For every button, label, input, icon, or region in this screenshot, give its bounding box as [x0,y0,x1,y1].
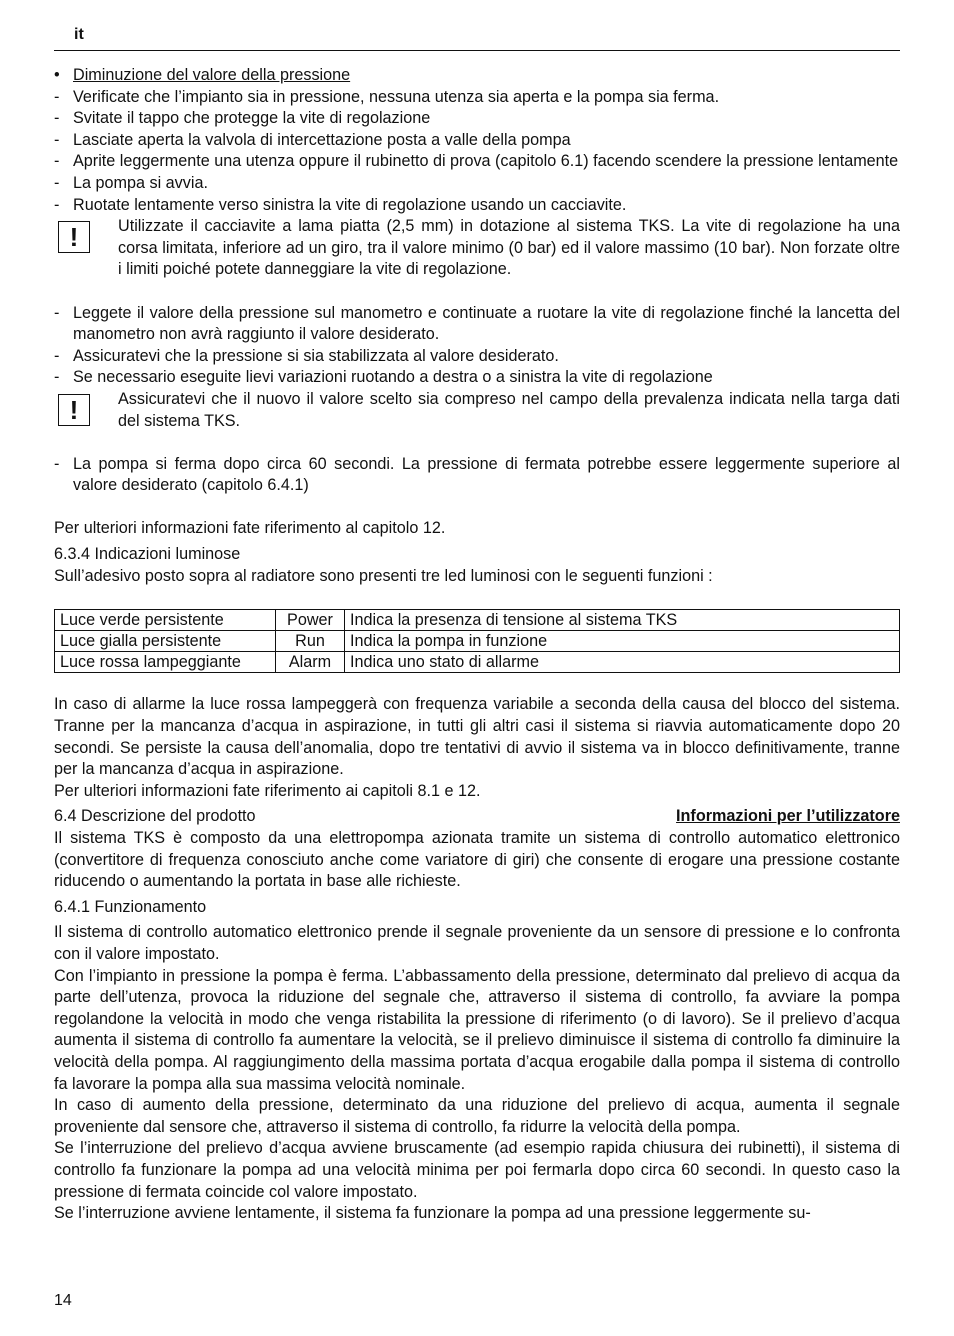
step: - Se necessario eseguite lievi variazioni ruotando a destra o a sinistra la vite di regolazione [54,368,713,387]
paragraph: Se l’interruzione del prelievo d’acqua avviene bruscamente (ad esempio rapida chiusura dei rubinetti), il sistema di controllo fa funzionare la pompa ad una velocità minima per poi fermarla dopo circa 60 secondi. In questo caso la pressione di fermata coincide col valore impostato. [54,1139,900,1201]
warning-text: Utilizzate il cacciavite a lama piatta (2,5 mm) in dotazione al sistema TKS. La vite di regolazione ha una corsa limitata, inferiore ad un giro, tra il valore minimo (0 bar) ed il valore massimo (10 bar). Non forzate oltre i limiti poiché potete danneggiare la vite di regolazione. [118,217,900,279]
step: - La pompa si avvia. [54,173,208,192]
exclamation-icon: ! [58,221,90,253]
step: - Lasciate aperta la valvola di intercettazione posta a valle della pompa [54,130,571,149]
paragraph: In caso di aumento della pressione, determinato da una riduzione del prelievo di acqua, aumenta il segnale proveniente dal sensore che, attraverso il sistema di controllo, fa ridurre la velocità della pompa. [54,1096,900,1136]
table-cell: Indica la presenza di tensione al sistema TKS [345,609,900,630]
table-row [55,630,900,651]
led-table [54,609,900,673]
table-cell: Alarm [276,651,345,672]
section-title: 6.4.1 Funzionamento [54,897,207,916]
section-intro: Sull’adesivo posto sopra al radiatore sono presenti tre led luminosi con le seguenti funzioni : [54,566,713,585]
table-cell: Power [276,609,345,630]
warning-note [54,389,900,432]
content [54,65,900,1225]
table-cell: Luce rossa lampeggiante [55,651,276,672]
section-text: Il sistema TKS è composto da una elettropompa azionata tramite un sistema di controllo automatico elettronico (convertitore di frequenza conosciuto anche come variatore di giri) che consente di erogare una pressione costante riducendo o aumentando la portata in base alle richieste. [54,829,900,891]
header-rule [54,50,900,51]
step: - La pompa si ferma dopo circa 60 secondi. La pressione di fermata potrebbe essere leggermente superiore al valore desiderato (capitolo 6.4.1) [54,454,900,495]
step: - Svitate il tappo che protegge la vite di regolazione [54,109,431,128]
paragraph: Se l’interruzione avviene lentamente, il sistema fa funzionare la pompa ad una pressione leggermente su- [54,1204,811,1223]
step: - Ruotate lentamente verso sinistra la vite di regolazione usando un cacciavite. [54,195,627,214]
step: - Verificate che l’impianto sia in pressione, nessuna utenza sia aperta e la pompa sia ferma. [54,87,720,106]
table-cell: Run [276,630,345,651]
step: - Leggete il valore della pressione sul manometro e continuate a ruotare la vite di regolazione finché la lancetta del manometro non avrà raggiunto il valore desiderato. [54,303,900,344]
more-info: Per ulteriori informazioni fate riferimento ai capitoli 8.1 e 12. [54,781,481,800]
step: - Assicuratevi che la pressione si sia stabilizzata al valore desiderato. [54,346,559,365]
warning-text: Assicuratevi che il nuovo il valore scelto sia compreso nel campo della prevalenza indicata nella targa dati del sistema TKS. [118,389,900,430]
table-row [55,651,900,672]
language-tag: it [74,26,84,43]
exclamation-icon: ! [58,394,90,426]
bullet-item [54,65,900,87]
section-header [54,806,900,828]
table-cell: Indica la pompa in funzione [345,630,900,651]
table-row [55,609,900,630]
table-cell: Luce verde persistente [55,609,276,630]
table-cell: Indica uno stato di allarme [345,651,900,672]
paragraph: Il sistema di controllo automatico elettronico prende il segnale proveniente da un sensore di pressione e lo confronta con il valore impostato. [54,923,900,963]
paragraph: Con l’impianto in pressione la pompa è ferma. L’abbassamento della pressione, determinato dal prelievo di acqua da parte dell’utenza, provoca la riduzione del segnale che, attraverso il sistema di controllo, fa avviare la pompa regolandone la velocità in modo che venga ristabilita la pressione di riferimento (o di lavoro). Se il prelievo d’acqua aumenta il sistema di controllo fa aumentare la velocità, se il prelievo diminuisce il sistema di controllo fa diminuire la velocità della pompa. Al raggiungimento della massima portata d’acqua erogabile dalla pompa il sistema di controllo fa lavorare la pompa alla sua massima velocità nominale. [54,966,900,1093]
section-title: 6.3.4 Indicazioni luminose [54,545,241,564]
bullet-heading: Diminuzione del valore della pressione [73,66,351,84]
section-title: 6.4 Descrizione del prodotto [54,807,256,826]
page-number: 14 [54,1292,72,1309]
warning-note [54,216,900,281]
section-right-title: Informazioni per l’utilizzatore [676,807,900,826]
table-cell: Luce gialla persistente [55,630,276,651]
step: - Aprite leggermente una utenza oppure il rubinetto di prova (capitolo 6.1) facendo scendere la pressione lentamente [54,152,899,171]
bullet-icon: • [54,66,60,84]
more-info: Per ulteriori informazioni fate riferimento al capitolo 12. [54,519,446,538]
alarm-text: In caso di allarme la luce rossa lampeggerà con frequenza variabile a seconda della causa del blocco del sistema. Tranne per la mancanza d’acqua in aspirazione, in tutti gli altri casi il sistema si riavvia automaticamente dopo 20 secondi. Se persiste la causa dell’anomalia, dopo tre tentativi di avvio il sistema va in blocco definitivamente, tranne per la mancanza d’acqua in aspirazione. [54,695,900,779]
